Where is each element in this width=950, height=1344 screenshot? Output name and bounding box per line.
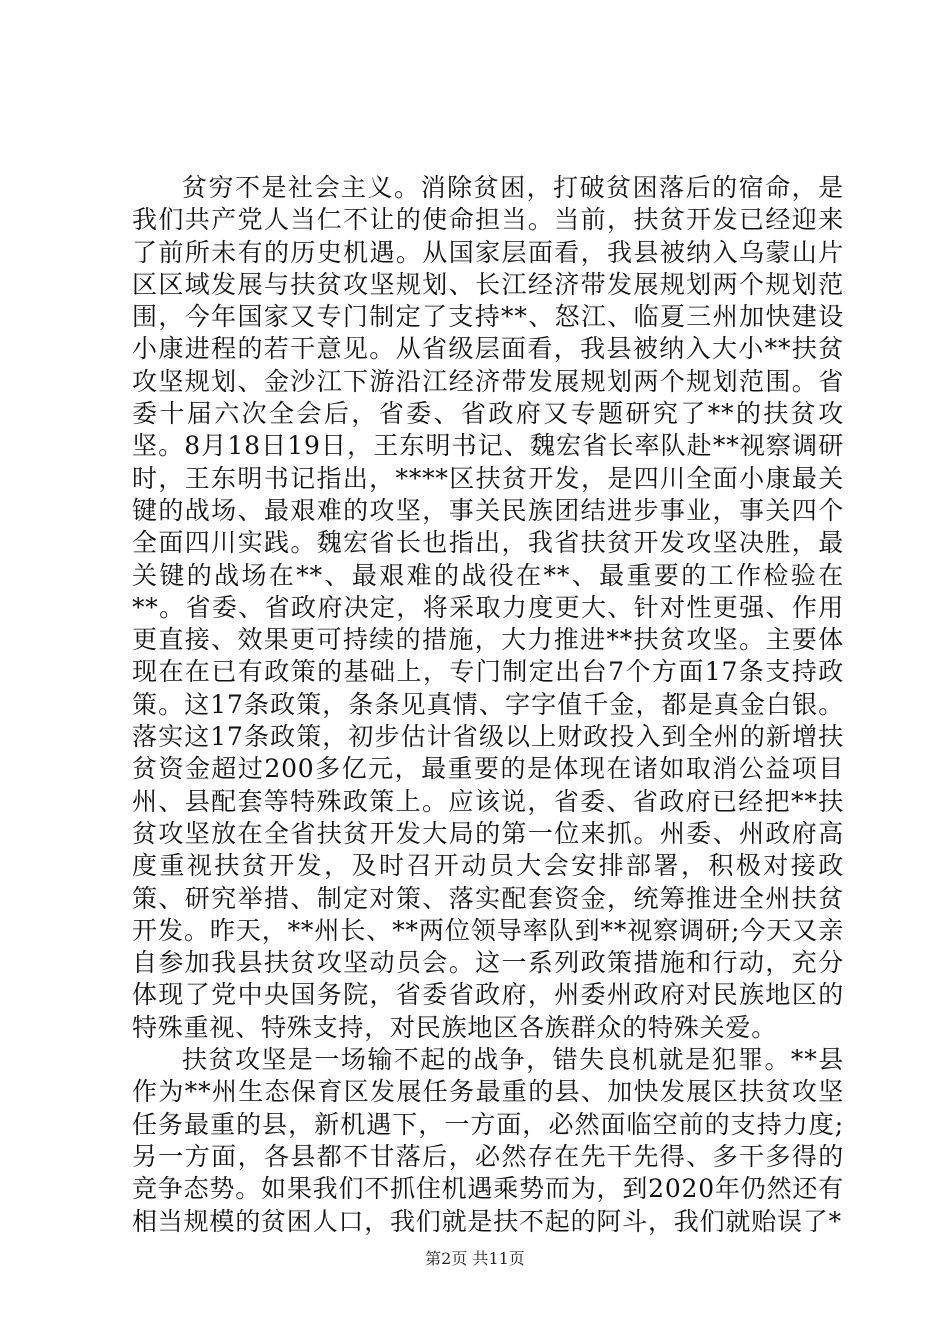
paragraph-2: 扶贫攻坚是一场输不起的战争，错失良机就是犯罪。**县作为**州生态保育区发展任务最重的县、加快发展区扶贫攻坚任务最重的县，新机遇下，一方面，必然面临空前的支持力度;另一方面，各县都不甘落后，必然存在先干先得、多干多得的竞争态势。如果我们不抓住机遇乘势而为，到2020年仍然还有相当规模的贫困人口，我们就是扶不起的阿斗，我们就贻误了* bbox=[132, 1045, 844, 1236]
paragraph-1: 贫穷不是社会主义。消除贫困，打破贫困落后的宿命，是我们共产党人当仁不让的使命担当。当前，扶贫开发已经迎来了前所未有的历史机遇。从国家层面看，我县被纳入乌蒙山片区区域发展与扶贫攻坚规划、长江经济带发展规划两个规划范围，今年国家又专门制定了支持**、怒江、临夏三州加快建设小康进程的若干意见。从省级层面看，我县被纳入大小**扶贫攻坚规划、金沙江下游沿江经济带发展规划两个规划范围。省委十届六次全会后，省委、省政府又专题研究了**的扶贫攻坚。8月18日19日，王东明书记、魏宏省长率队赴**视察调研时，王东明书记指出，****区扶贫开发，是四川全面小康最关键的战场、最艰难的攻坚，事关民族团结进步事业，事关四个全面四川实践。魏宏省长也指出，我省扶贫开发攻坚决胜，最关键的战场在**、最艰难的战役在**、最重要的工作检验在**。省委、省政府决定，将采取力度更大、针对性更强、作用更直接、效果更可持续的措施，大力推进**扶贫攻坚。主要体现在在已有政策的基础上，专门制定出台7个方面17条支持政策。这17条政策，条条见真情、字字值千金，都是真金白银。落实这17条政策，初步估计省级以上财政投入到全州的新增扶贫资金超过200多亿元，最重要的是体现在诸如取消公益项目州、县配套等特殊政策上。应该说，省委、省政府已经把**扶贫攻坚放在全省扶贫开发大局的第一位来抓。州委、州政府高度重视扶贫开发，及时召开动员大会安排部署，积极对接政策、研究举措、制定对策、落实配套资金，统筹推进全州扶贫开发。昨天，**州长、**两位领导率队到**视察调研;今天又亲自参加我县扶贫攻坚动员会。这一系列政策措施和行动，充分体现了党中央国务院，省委省政府，州委州政府对民族地区的特殊重视、特殊支持，对民族地区各族群众的特殊关爱。 bbox=[132, 173, 844, 1042]
document-body bbox=[132, 172, 844, 1238]
page-number-footer: 第2页 共11页 bbox=[425, 1249, 525, 1268]
